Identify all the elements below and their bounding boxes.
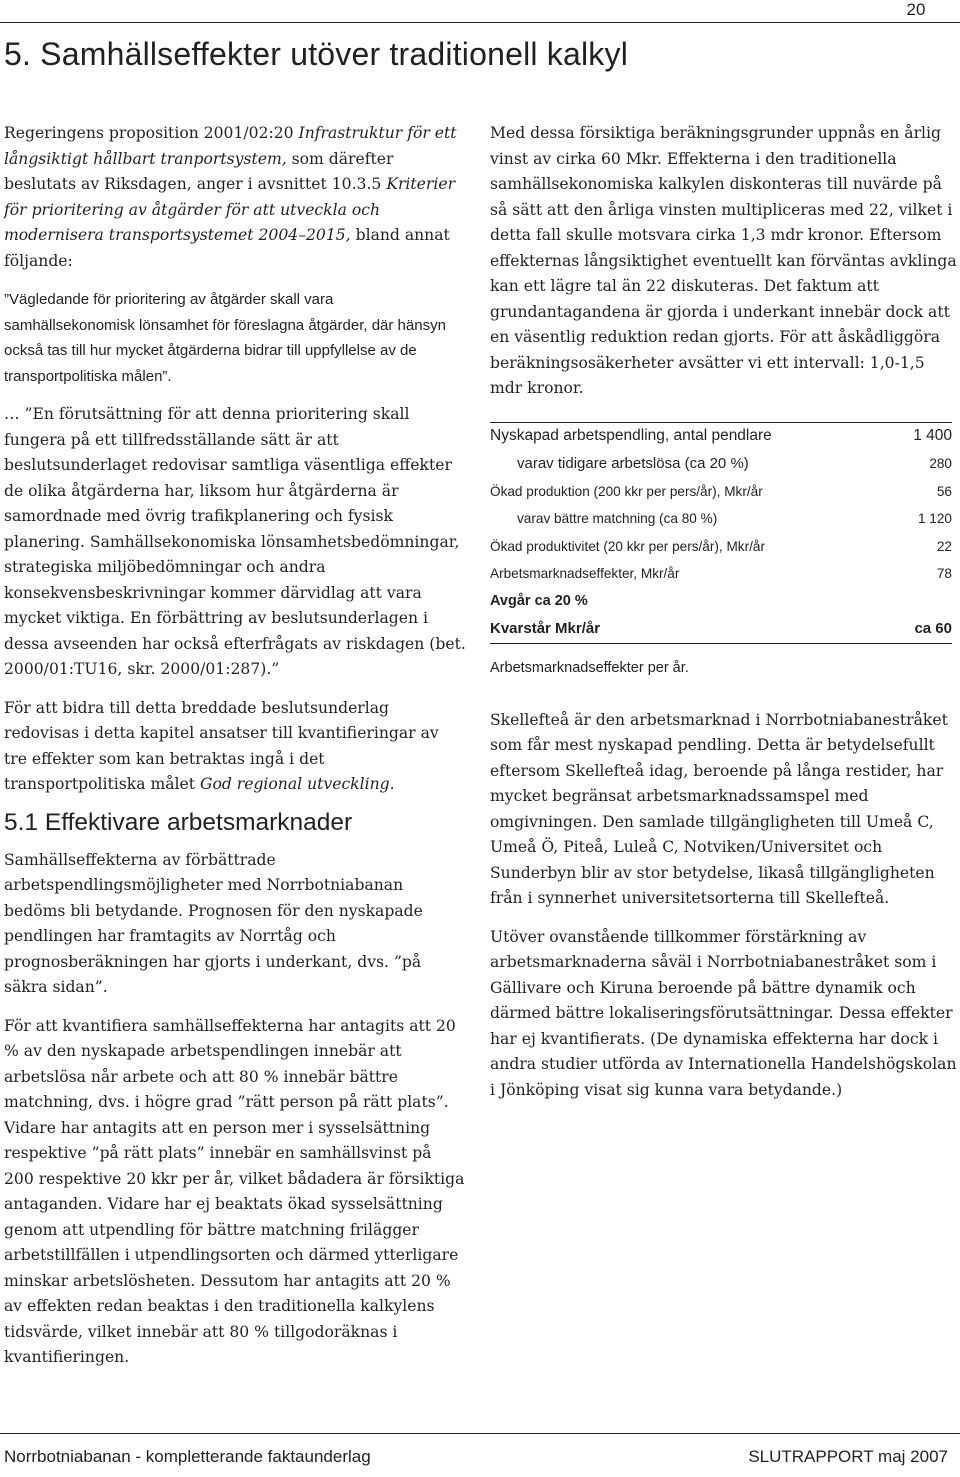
row-label: varav bättre matchning (ca 80 %) — [517, 511, 718, 527]
row-value: 1 400 — [896, 422, 952, 450]
paragraph-effects — [4, 696, 466, 798]
row-value: 1 120 — [917, 511, 952, 527]
header-rule — [0, 22, 960, 23]
paragraph-assumptions: För att kvantifiera samhällseffekterna har antagits att 20 % av den nyskapade arbetspendlingen innebär att arbetslösa når arbete och att 80 % innebär bättre matchning, dvs. i högre grad ”rätt person på rätt plats”. Vidare har antagits att en person mer i sysselsättning respektive ”på rätt plats” innebär en samhällsvinst på 200 respektive 20 kkr per år, vilket bådadera är försiktiga antaganden. Vidare har ej beaktats ökad sysselsättning genom att utpendling för bättre matchning frilägger arbetstillfällen i utpendlingsorten och därmed ytterligare minskar arbetslösheten. Dessutom har antagits att 20 % av effekten redan beaktas i den traditionella kalkylens tidsvärde, vilket innebär att 80 % tillgodoräknas i kvantifieringen. — [4, 1016, 465, 1366]
page-number: 20 — [906, 0, 926, 19]
row-value: 280 — [929, 456, 952, 472]
paragraph-additional: Utöver ovanstående tillkommer förstärkning av arbetsmarknaderna såväl i Norrbotniabanestråket som i Gällivare och Kiruna beroende på bättre dynamik och därmed bättre lokaliseringsförutsättningar. Dessa effekter har ej kvantifierats. (De dynamiska effekterna har dock i andra studier utförda av Internationella Handelshögskolan i Jönköping visat sig kunna vara betydande.) — [490, 927, 957, 1099]
effects-text: För att bidra till detta breddade beslutsunderlag redovisas i detta kapitel ansatser till kvantifieringar av tre effekter som kan betraktas ingå i det transportpolitiska målet — [4, 698, 439, 793]
paragraph-commuting: Samhällseffekterna av förbättrade arbetspendlingsmöjligheter med Norrbotniabanan bedöms bli betydande. Prognosen för den nyskapade pendlingen har framtagits av Norrtåg och prognosberäkningen har gjorts i underkant, dvs. ”på säkra sidan”. — [4, 850, 423, 996]
row-value: 78 — [936, 566, 952, 582]
table-row — [490, 450, 952, 478]
row-label: Ökad produktion (200 kkr per pers/år), Mkr/år — [490, 483, 763, 499]
table-row — [490, 478, 952, 506]
section-title: 5.1 Effektivare arbetsmarknader — [4, 808, 353, 836]
paragraph-skelleftea: Skellefteå är den arbetsmarknad i Norrbotniabanestråket som får mest nyskapad pendling. Detta är betydelsefullt eftersom Skellefteå idag, beroende på långa restider, har mycket begränsat arbetsmarknadssamspel med omgivningen. Den samlade tillgängligheten till Umeå C, Umeå Ö, Piteå, Luleå C, Notviken/Universitet och Sunderbyn blir av stor betydelse, likaså tillgängligheten från i synnerhet universitetsorterna till Skellefteå. — [490, 710, 948, 907]
row-value: 56 — [936, 483, 952, 499]
footer-rule — [0, 1433, 960, 1434]
intro-text-b: som därefter beslutats av Riksdagen, anger i avsnittet 10.3.5 — [4, 149, 394, 193]
row-label: Ökad produktivitet (20 kkr per pers/år), Mkr/år — [490, 538, 765, 554]
paragraph-gain: Med dessa försiktiga beräkningsgrunder uppnås en årlig vinst av cirka 60 Mkr. Effekterna i den traditionella samhällsekonomiska kalkylen diskonteras till nuvärde på så sätt att den årliga vinsten multipliceras med 22, vilket i detta fall skulle motsvara cirka 1,3 mdr kronor. Eftersom effekternas långsiktighet eventuellt kan förväntas avklinga kan ett lägre tal än 22 diskuteras. Det faktum att grundantagandena är gjorda i underkant innebär dock att en väsentlig reduktion redan gjorts. För att åskådliggöra beräkningsosäkerheter avsätter vi ett intervall: 1,0-1,5 mdr kronor. — [490, 124, 957, 397]
labour-market-table — [490, 422, 952, 644]
quote-2: … ”En förutsättning för att denna prioritering skall fungera på ett tillfredsställande sätt är att beslutsunderlaget redovisar samtliga väsentliga effekter de olika åtgärderna har, liksom hur åtgärderna är samordnade med övrig trafikplanering och fysisk planering. Samhällsekonomiska lönsamhetsbedömningar, strategiska miljöbedömningar och andra konsekvensbeskrivningar kommer därvidlag att vara mycket viktiga. En förbättring av beslutsunderlagen i dessa avseenden har också efterfrågats av riskdagen (bet. 2000/01:TU16, skr. 2000/01:287).” — [4, 405, 466, 678]
intro-title-a: Infrastruktur för ett långsiktigt hållbart tranportsystem, — [4, 124, 457, 168]
row-label: Avgår ca 20 % — [490, 593, 588, 610]
table-caption: Arbetsmarknadseffekter per år. — [490, 659, 689, 676]
row-label: Kvarstår Mkr/år — [490, 615, 896, 643]
row-label: Arbetsmarknadseffekter, Mkr/år — [490, 566, 680, 582]
chapter-title: 5. Samhällseffekter utöver traditionell kalkyl — [4, 36, 629, 72]
right-column — [490, 121, 958, 1103]
intro-title-b: Kriterier för prioritering av åtgärder för att utveckla och modernisera transportsystemet 2004–2015, — [4, 175, 456, 244]
table-row — [490, 505, 952, 533]
left-column — [4, 121, 466, 1371]
row-label: Nyskapad arbetspendling, antal pendlare — [490, 422, 896, 450]
table-row — [490, 422, 952, 450]
row-value: 22 — [936, 538, 952, 554]
row-value: ca 60 — [896, 615, 952, 643]
table-row — [490, 588, 952, 616]
effects-goal: God regional utveckling. — [199, 775, 395, 793]
intro-paragraph — [4, 121, 466, 274]
table-row — [490, 560, 952, 588]
intro-text-c: bland annat följande: — [4, 226, 450, 270]
table-row — [490, 615, 952, 643]
row-label: varav tidigare arbetslösa (ca 20 %) — [517, 455, 749, 473]
row-value — [896, 588, 952, 616]
quote-1: ”Vägledande för prioritering av åtgärder skall vara samhällsekonomisk lönsamhet för föreslagna åtgärder, där hänsyn också tas till hur mycket åtgärderna bidrar till uppfyllelse av de transportpolitiska målen”. — [4, 291, 446, 385]
intro-text-a: Regeringens proposition 2001/02:20 — [4, 124, 299, 142]
table-row — [490, 533, 952, 561]
footer-report: SLUTRAPPORT maj 2007 — [748, 1447, 948, 1466]
footer-title: Norrbotniabanan - kompletterande faktaunderlag — [4, 1447, 371, 1466]
